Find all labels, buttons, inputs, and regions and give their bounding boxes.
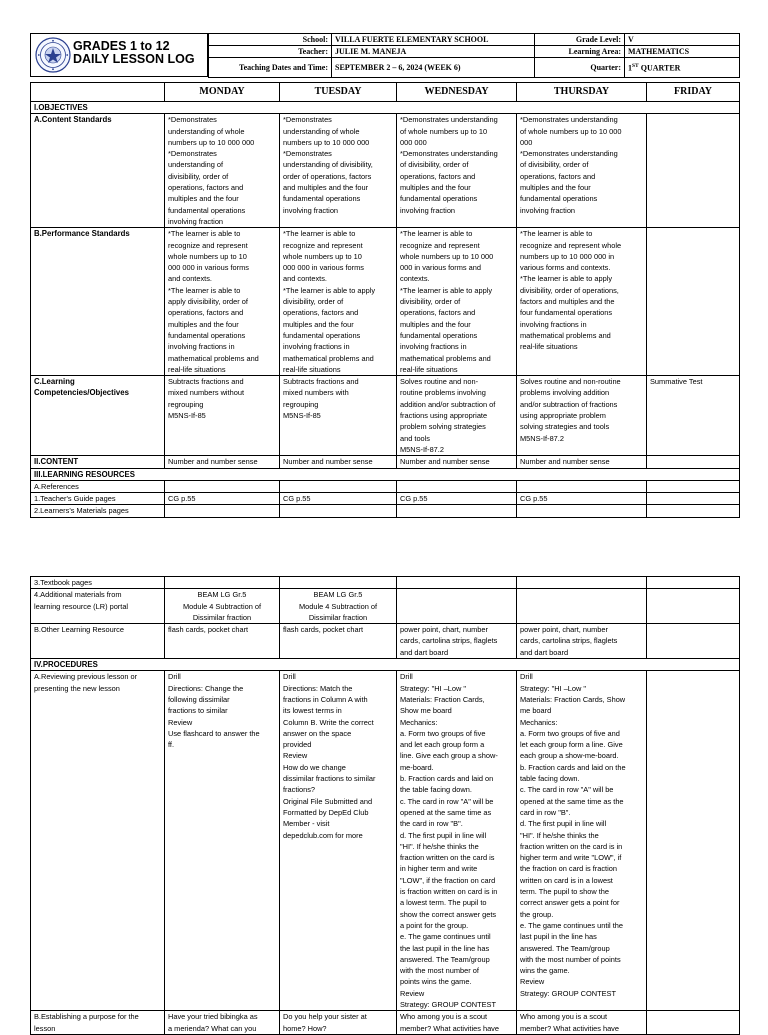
teachers-guide-friday	[647, 493, 740, 505]
objectives-section: I.OBJECTIVES	[31, 102, 740, 114]
additional-materials-wednesday	[397, 589, 517, 624]
other-resource-tuesday: flash cards, pocket chart	[280, 624, 397, 659]
additional-materials-tuesday	[280, 589, 397, 624]
teachers-guide-monday: CG p.55	[165, 493, 280, 505]
day-header-friday: FRIDAY	[647, 83, 740, 102]
reviewing-label: A.Reviewing previous lesson or presenting the new lesson	[31, 671, 165, 1011]
dll-title-line1: GRADES 1 to 12	[73, 39, 170, 53]
learning-resources-section: III.LEARNING RESOURCES	[31, 468, 740, 480]
corner-cell	[31, 83, 165, 102]
grade-level-value: V	[625, 34, 740, 46]
references-tuesday	[280, 480, 397, 492]
quarter-superscript: ST	[632, 63, 639, 70]
references-thursday	[517, 480, 647, 492]
learners-materials-friday	[647, 505, 740, 517]
competencies-thursday: Solves routine and non-routine problems involving addition and/or subtraction of fractions using appropriate problem solving strategies and tools M5NS-If-87.2	[517, 376, 647, 456]
quarter-label: Quarter:	[535, 58, 625, 78]
teachers-guide-wednesday: CG p.55	[397, 493, 517, 505]
learners-materials-tuesday	[280, 505, 397, 517]
purpose-thursday: Who among you is a scout member? What activities have	[517, 1011, 647, 1035]
content-standards-tuesday: *Demonstrates understanding of whole numbers up to 10 000 000 *Demonstrates understanding of divisibility, order of operations, factors and multiples and the four fundamental operations involving fraction	[280, 114, 397, 228]
content-standards-wednesday: *Demonstrates understanding of whole numbers up to 10 000 000 *Demonstrates understanding of divisibility, order of operations, factors and multiples and the four fundamental operations involving fraction	[397, 114, 517, 228]
quarter-value	[625, 58, 740, 78]
other-resource-label: B.Other Learning Resource	[31, 624, 165, 659]
day-header-thursday: THURSDAY	[517, 83, 647, 102]
additional-materials-label: 4.Additional materials from learning resource (LR) portal	[31, 589, 165, 624]
additional-materials-friday	[647, 589, 740, 624]
content-thursday: Number and number sense	[517, 456, 647, 468]
grade-level-label: Grade Level:	[535, 34, 625, 46]
deped-seal-icon	[35, 37, 71, 73]
lesson-log-table	[30, 82, 740, 518]
content-wednesday: Number and number sense	[397, 456, 517, 468]
additional-materials-monday-text: BEAM LG Gr.5 Module 4 Subtraction of Dissimilar fraction	[182, 590, 262, 622]
references-monday	[165, 480, 280, 492]
references-friday	[647, 480, 740, 492]
learners-materials-label: 2.Learners's Materials pages	[31, 505, 165, 517]
teacher-label: Teacher:	[209, 46, 332, 58]
teacher-value: JULIE M. MANEJA	[332, 46, 535, 58]
competencies-tuesday: Subtracts fractions and mixed numbers with regrouping M5NS-If-85	[280, 376, 397, 456]
reviewing-monday: Drill Directions: Change the following dissimilar fractions to similar Review Use flashcard to answer the ff.	[165, 671, 280, 1011]
purpose-wednesday: Who among you is a scout member? What activities have	[397, 1011, 517, 1035]
content-tuesday: Number and number sense	[280, 456, 397, 468]
additional-materials-thursday	[517, 589, 647, 624]
school-label: School:	[209, 34, 332, 46]
day-header-tuesday: TUESDAY	[280, 83, 397, 102]
teaching-dates-label: Teaching Dates and Time:	[209, 58, 332, 78]
reviewing-thursday: Drill Strategy: "HI –Low " Materials: Fraction Cards, Show me board Mechanics: a. Form two groups of five and let each group form a line. Give each group a show-me-board. b. Fraction cards and laid on the table facing down. c. The card in row "A" will be opened at the same time as the card in row "B". d. The first pupil in line will "HI". If he/she thinks the fraction written on the card is in higher term and write "LOW", if the fraction on card is fraction written on card is in a lowest term. The pupil to show the correct answer gets a point for the group. e. The game continues until the last pupil in the line has answered. The Team/group with the most number of points wins the game. Review Strategy: GROUP CONTEST	[517, 671, 647, 1011]
learning-area-label: Learning Area:	[535, 46, 625, 58]
dll-title-line2: DAILY LESSON LOG	[73, 52, 195, 66]
performance-standards-tuesday: *The learner is able to recognize and represent whole numbers up to 10 000 000 in various forms and contexts. *The learner is able to apply divisibility, order of operations, factors and multiples and the four fundamental operations involving fractions in mathematical problems and real-life situations	[280, 228, 397, 376]
quarter-number: 1	[628, 63, 632, 73]
content-friday	[647, 456, 740, 468]
quarter-word: QUARTER	[638, 63, 681, 73]
purpose-label: B.Establishing a purpose for the lesson	[31, 1011, 165, 1035]
learners-materials-wednesday	[397, 505, 517, 517]
reviewing-friday	[647, 671, 740, 1011]
performance-standards-label: B.Performance Standards	[31, 228, 165, 376]
teaching-dates-value: SEPTEMBER 2 – 6, 2024 (WEEK 6)	[332, 58, 535, 78]
procedures-section: IV.PROCEDURES	[31, 659, 740, 671]
additional-materials-tuesday-text: BEAM LG Gr.5 Module 4 Subtraction of Dissimilar fraction	[298, 590, 378, 622]
textbook-label: 3.Textbook pages	[31, 577, 165, 589]
purpose-friday	[647, 1011, 740, 1035]
competencies-monday: Subtracts fractions and mixed numbers without regrouping M5NS-If-85	[165, 376, 280, 456]
school-value: VILLA FUERTE ELEMENTARY SCHOOL	[332, 34, 535, 46]
competencies-friday: Summative Test	[647, 376, 740, 456]
content-standards-monday: *Demonstrates understanding of whole numbers up to 10 000 000 *Demonstrates understanding of divisibility, order of operations, factors and multiples and the four fundamental operations involving fraction	[165, 114, 280, 228]
purpose-tuesday: Do you help your sister at home? How?	[280, 1011, 397, 1035]
other-resource-monday: flash cards, pocket chart	[165, 624, 280, 659]
dll-title-box	[30, 33, 208, 77]
reviewing-wednesday: Drill Strategy: "HI –Low " Materials: Fraction Cards, Show me board Mechanics: a. Form two groups of five and let each group form a line. Give each group a show- me-board. b. Fraction cards and laid on the table facing down. c. The card in row "A" will be opened at the same time as the card in row "B". d. The first pupil in line will "HI". If he/she thinks the fraction written on the card is in higher term and write "LOW", if the fraction on card is fraction written on card is in a lowest term. The pupil to show the correct answer gets a point for the group. e. The game continues until the last pupil in the line has answered. The Team/group with the most number of points wins the game. Review Strategy: GROUP CONTEST	[397, 671, 517, 1011]
textbook-tuesday	[280, 577, 397, 589]
content-standards-friday	[647, 114, 740, 228]
learners-materials-monday	[165, 505, 280, 517]
performance-standards-friday	[647, 228, 740, 376]
content-label: II.CONTENT	[31, 456, 165, 468]
content-standards-thursday: *Demonstrates understanding of whole numbers up to 10 000 000 *Demonstrates understanding of divisibility, order of operations, factors and multiples and the four fundamental operations involving fraction	[517, 114, 647, 228]
other-resource-wednesday: power point, chart, number cards, cartolina strips, flaglets and dart board	[397, 624, 517, 659]
teachers-guide-tuesday: CG p.55	[280, 493, 397, 505]
learning-area-value: MATHEMATICS	[625, 46, 740, 58]
textbook-thursday	[517, 577, 647, 589]
references-wednesday	[397, 480, 517, 492]
header-info-table	[208, 33, 740, 78]
textbook-wednesday	[397, 577, 517, 589]
reviewing-tuesday: Drill Directions: Match the fractions in Column A with its lowest terms in Column B. Write the correct answer on the space provided Review How do we change dissimilar fractions to similar fractions? Original File Submitted and Formatted by DepEd Club Member - visit depedclub.com for more	[280, 671, 397, 1011]
performance-standards-thursday: *The learner is able to recognize and represent whole numbers up to 10 000 000 in various forms and contexts. *The learner is able to apply divisibility, order of operations, factors and multiples and the four fundamental operations involving fractions in mathematical problems and real-life situations	[517, 228, 647, 376]
content-standards-label: A.Content Standards	[31, 114, 165, 228]
other-resource-friday	[647, 624, 740, 659]
textbook-friday	[647, 577, 740, 589]
performance-standards-wednesday: *The learner is able to recognize and represent whole numbers up to 10 000 000 in various forms and contexts. *The learner is able to apply divisibility, order of operations, factors and multiples and the four fundamental operations involving fractions in mathematical problems and real-life situations	[397, 228, 517, 376]
content-monday: Number and number sense	[165, 456, 280, 468]
other-resource-thursday: power point, chart, number cards, cartolina strips, flaglets and dart board	[517, 624, 647, 659]
teachers-guide-label: 1.Teacher's Guide pages	[31, 493, 165, 505]
purpose-monday: Have your tried bibingka as a merienda? What can you	[165, 1011, 280, 1035]
lesson-log-table-continued	[30, 576, 740, 1035]
performance-standards-monday: *The learner is able to recognize and represent whole numbers up to 10 000 000 in various forms and contexts. *The learner is able to apply divisibility, order of operations, factors and multiples and the four fundamental operations involving fractions in mathematical problems and real-life situations	[165, 228, 280, 376]
day-header-monday: MONDAY	[165, 83, 280, 102]
competencies-label: C.Learning Competencies/Objectives	[31, 376, 165, 456]
textbook-monday	[165, 577, 280, 589]
additional-materials-monday	[165, 589, 280, 624]
competencies-wednesday: Solves routine and non- routine problems involving addition and/or subtraction of fractions using appropriate problem solving strategies and tools M5NS-If-87.2	[397, 376, 517, 456]
teachers-guide-thursday: CG p.55	[517, 493, 647, 505]
references-label: A.References	[31, 480, 165, 492]
day-header-wednesday: WEDNESDAY	[397, 83, 517, 102]
learners-materials-thursday	[517, 505, 647, 517]
